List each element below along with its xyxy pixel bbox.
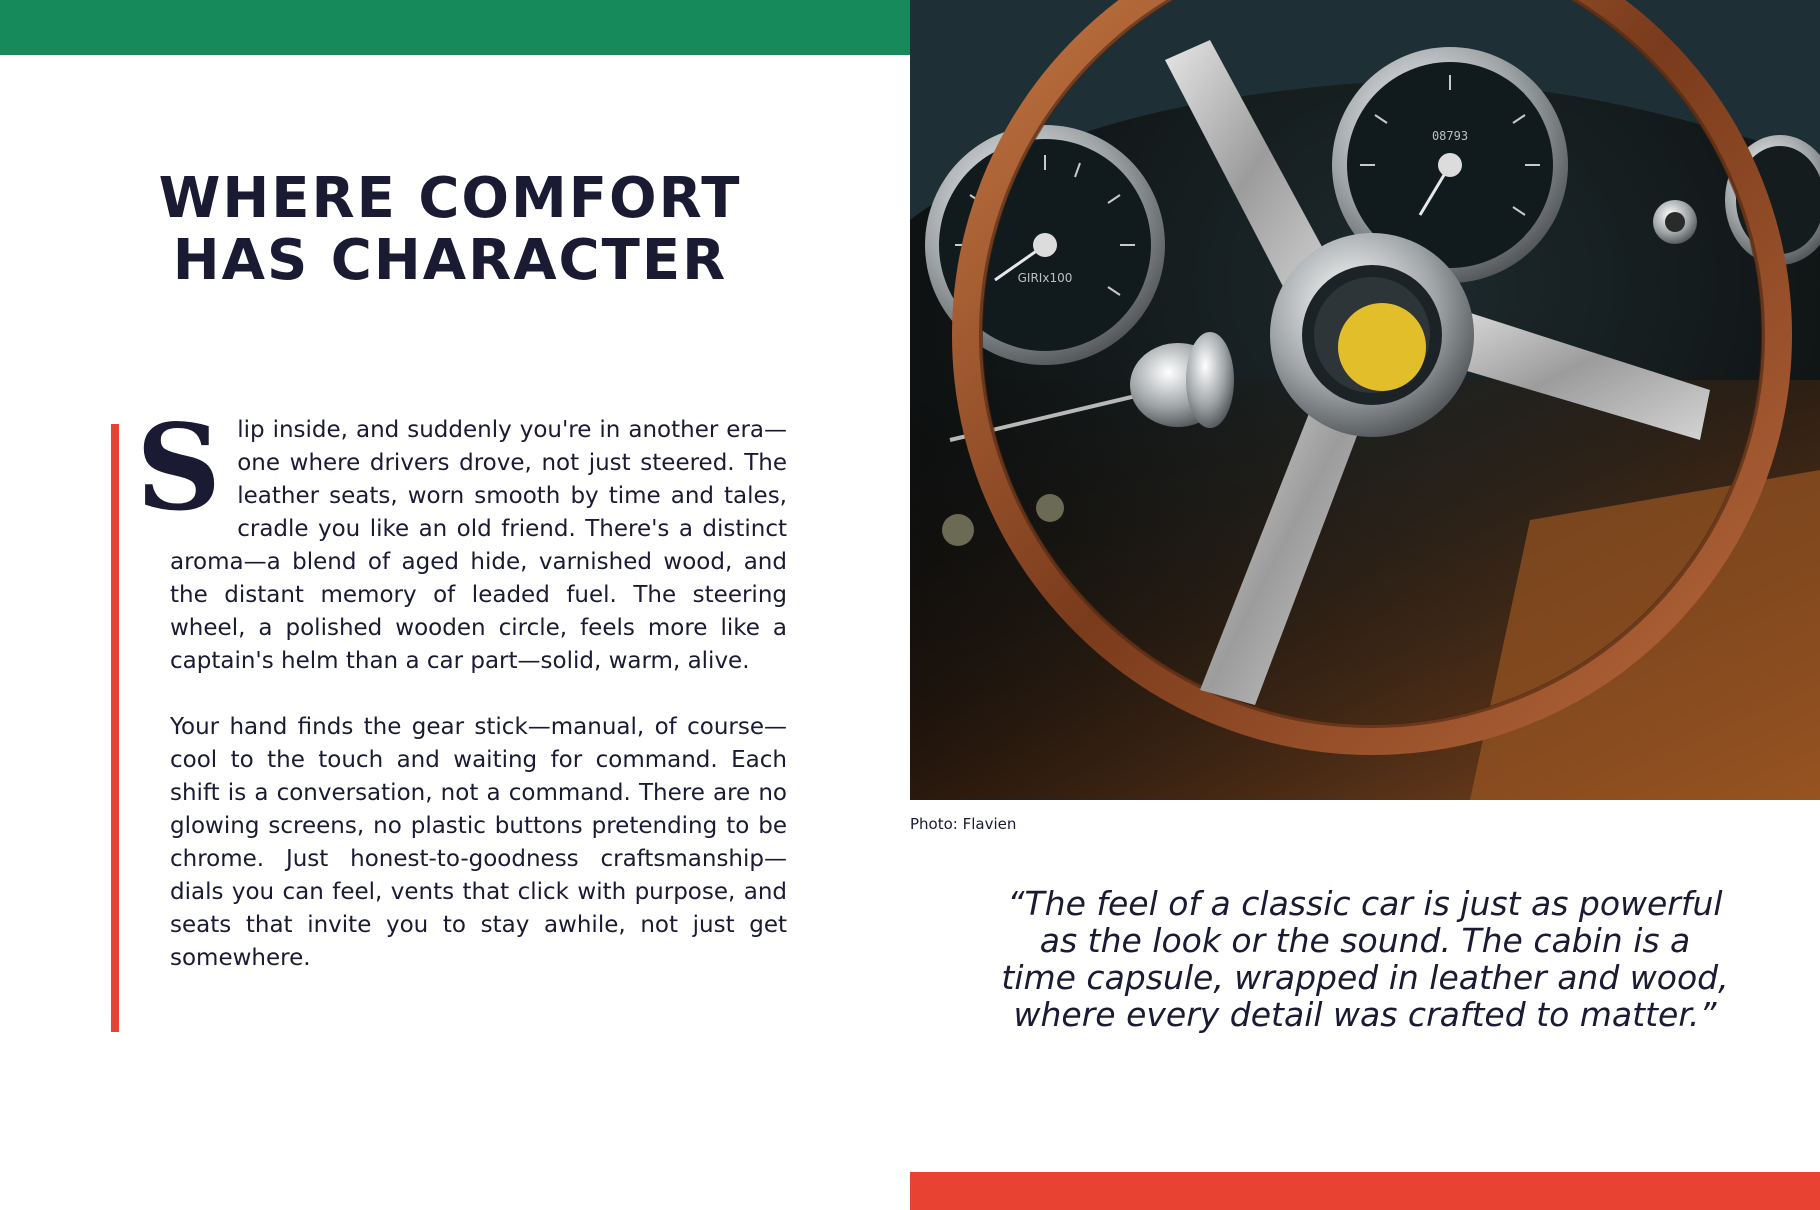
left-gauge-label: GIRIx100	[1017, 271, 1073, 285]
paragraph-1-text: lip inside, and suddenly you're in another era—one where drivers drove, not just steered. The leather seats, worn smooth by time and tales, cradle you like an old friend. There's a distinct aroma—a blend of aged hide, varnished wood, and the distant memory of leaded fuel. The steering wheel, a polished wooden circle, feels more like a captain's helm than a car part—solid, warm, alive.	[170, 417, 787, 674]
top-green-accent-bar	[0, 0, 910, 55]
bottom-red-accent-bar	[910, 1172, 1820, 1210]
drop-cap: S	[136, 398, 222, 537]
article-body	[136, 398, 787, 1008]
photo-credit: Photo: Flavien	[910, 815, 1017, 833]
red-vertical-rule	[111, 424, 119, 1032]
pull-quote: “The feel of a classic car is just as powerful as the look or the sound. The cabin is a time capsule, wrapped in leather and wood, where every detail was crafted to matter.”	[1001, 884, 1729, 1034]
steering-wheel-photo	[910, 0, 1820, 800]
page-headline	[70, 168, 830, 292]
article-paragraph-1	[136, 398, 787, 678]
steering-wheel-illustration	[910, 0, 1820, 800]
odometer-readout: 08793	[1431, 129, 1469, 143]
headline-line-2: HAS CHARACTER	[172, 228, 728, 293]
article-paragraph-2: Your hand finds the gear stick—manual, of course—cool to the touch and waiting for command. Each shift is a conversation, not a command. There are no glowing screens, no plastic buttons pretending to be chrome. Just honest-to-goodness craftsmanship—dials you can feel, vents that click with purpose, and seats that invite you to stay awhile, not just get somewhere.	[170, 714, 787, 971]
headline-line-1: WHERE COMFORT	[158, 166, 742, 231]
